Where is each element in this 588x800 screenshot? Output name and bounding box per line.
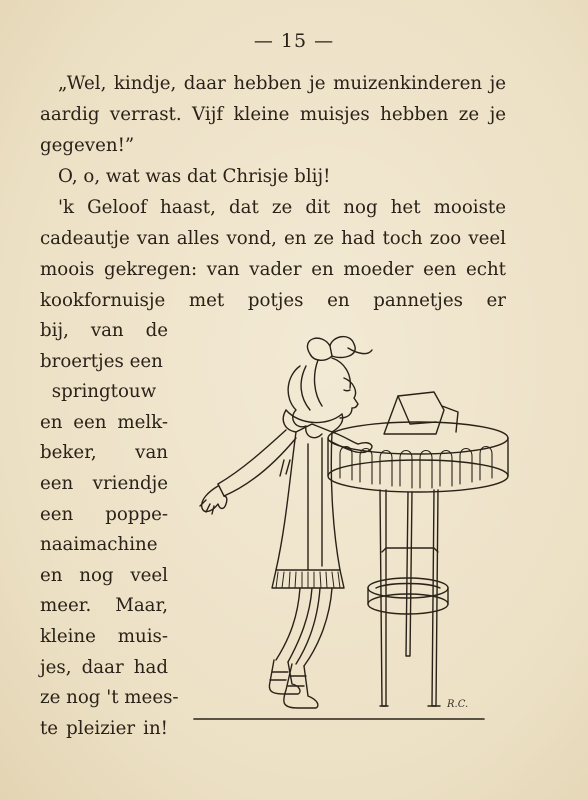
girl-with-cage-illustration: [172, 326, 512, 726]
column-text: [40, 316, 179, 744]
column-line: en nog veel: [40, 564, 168, 586]
page-number: — 15 —: [253, 30, 335, 52]
column-line: een poppe-: [40, 503, 168, 525]
column-line: naaimachine: [40, 534, 158, 556]
column-line: een vriendje: [40, 472, 168, 494]
column-line: meer. Maar,: [40, 595, 168, 617]
artist-signature: R.C.: [447, 699, 469, 710]
column-line: broertjes een: [40, 350, 163, 372]
column-line: te pleizier in!: [40, 717, 168, 739]
column-line: ze nog 't mees-: [40, 687, 179, 709]
column-line: beker, van: [40, 442, 168, 464]
column-line: jes, daar had: [40, 656, 168, 678]
paragraph-3: 'k Geloof haast, dat ze dit nog het mooiste cadeautje van alles vond, en ze had toch zoo veel moois gekregen: van vader en moeder een echt kookfornuisje met potjes en pannetjes er: [40, 197, 506, 311]
column-line: springtouw: [51, 381, 157, 403]
column-line: kleine muis-: [40, 625, 168, 647]
paragraph-2: O, o, wat was dat Chrisje blij!: [58, 166, 331, 187]
column-line: bij, van de: [40, 320, 168, 341]
column-line: en een melk-: [40, 411, 168, 433]
paragraph-1: „Wel, kindje, daar hebben je muizenkinderen je aardig verrast. Vijf kleine muisjes hebben ze je gegeven!”: [40, 73, 506, 156]
body-text: [40, 68, 506, 316]
